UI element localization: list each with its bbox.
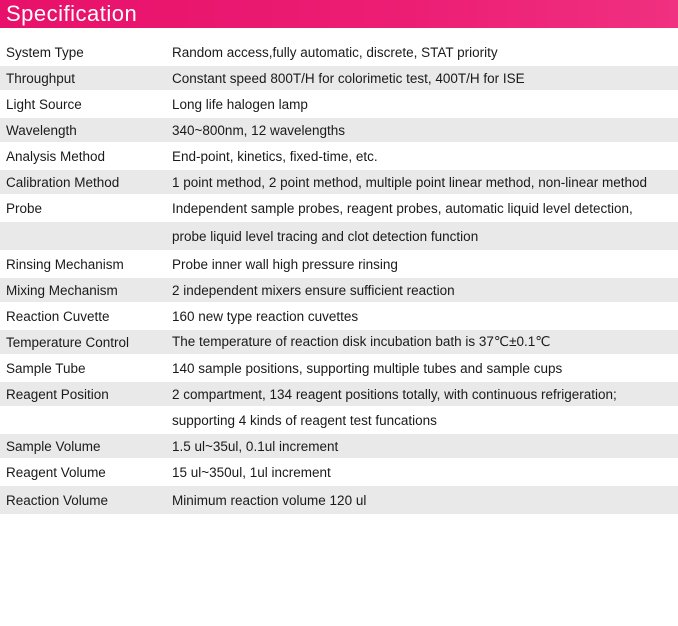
spec-value: 160 new type reaction cuvettes: [172, 308, 359, 324]
spec-value: 1 point method, 2 point method, multiple point linear method, non-linear method: [172, 174, 648, 190]
spec-row-analysis-method: [0, 142, 678, 170]
spec-label: Temperature Control: [6, 334, 130, 350]
spec-table: [0, 38, 678, 514]
spec-row-probe: [0, 194, 678, 222]
spec-value: 1.5 ul~35ul, 0.1ul increment: [172, 438, 339, 454]
spec-label: Analysis Method: [6, 148, 106, 164]
spec-value: Random access,fully automatic, discrete, STAT priority: [172, 44, 498, 60]
spec-value: supporting 4 kinds of reagent test funcations: [172, 412, 437, 428]
spec-label: Reaction Cuvette: [6, 308, 110, 324]
spec-label: Reaction Volume: [6, 492, 109, 508]
spec-label: Sample Volume: [6, 438, 101, 454]
spec-label: Reagent Volume: [6, 464, 106, 480]
spec-row-light-source: [0, 90, 678, 118]
spec-label: System Type: [6, 44, 84, 60]
spec-value: Constant speed 800T/H for colorimetic test, 400T/H for ISE: [172, 70, 525, 86]
spec-row-sample-volume: [0, 434, 678, 458]
spec-value: The temperature of reaction disk incubation bath is 37℃±0.1℃: [172, 334, 551, 349]
spec-row-mixing-mechanism: [0, 278, 678, 302]
spec-label: Calibration Method: [6, 174, 120, 190]
spec-label: Probe: [6, 200, 43, 216]
spec-label: Throughput: [6, 70, 76, 86]
spec-value: 2 independent mixers ensure sufficient reaction: [172, 282, 455, 298]
spec-row-reagent-volume: [0, 458, 678, 486]
spec-value: probe liquid level tracing and clot detection function: [172, 228, 479, 244]
header-gap: [0, 28, 678, 38]
spec-label: Rinsing Mechanism: [6, 256, 124, 272]
spec-value: Long life halogen lamp: [172, 96, 308, 112]
spec-row-wavelength: [0, 118, 678, 142]
spec-value: End-point, kinetics, fixed-time, etc.: [172, 148, 378, 164]
spec-label: Light Source: [6, 96, 82, 112]
spec-row-reagent-position: [0, 382, 678, 406]
spec-row-temperature-control: [0, 330, 678, 354]
spec-row-reaction-volume: [0, 486, 678, 514]
spec-row-calibration-method: [0, 170, 678, 194]
spec-label: Mixing Mechanism: [6, 282, 118, 298]
spec-row-system-type: [0, 38, 678, 66]
spec-header: [0, 0, 678, 28]
spec-label: Wavelength: [6, 122, 77, 138]
spec-value: 2 compartment, 134 reagent positions totally, with continuous refrigeration;: [172, 386, 617, 402]
spec-row-throughput: [0, 66, 678, 90]
spec-value: 340~800nm, 12 wavelengths: [172, 122, 346, 138]
spec-row-reagent-position-continued: [0, 406, 678, 434]
spec-value: Probe inner wall high pressure rinsing: [172, 256, 398, 272]
spec-row-probe-continued: [0, 222, 678, 250]
spec-row-rinsing-mechanism: [0, 250, 678, 278]
spec-label: Reagent Position: [6, 386, 109, 402]
spec-row-sample-tube: [0, 354, 678, 382]
spec-value: Independent sample probes, reagent probes, automatic liquid level detection,: [172, 200, 633, 216]
spec-value: 140 sample positions, supporting multiple tubes and sample cups: [172, 360, 563, 376]
page-title: Specification: [6, 1, 138, 26]
spec-row-reaction-cuvette: [0, 302, 678, 330]
spec-label: Sample Tube: [6, 360, 86, 376]
spec-value: 15 ul~350ul, 1ul increment: [172, 464, 331, 480]
spec-value: Minimum reaction volume 120 ul: [172, 492, 367, 508]
